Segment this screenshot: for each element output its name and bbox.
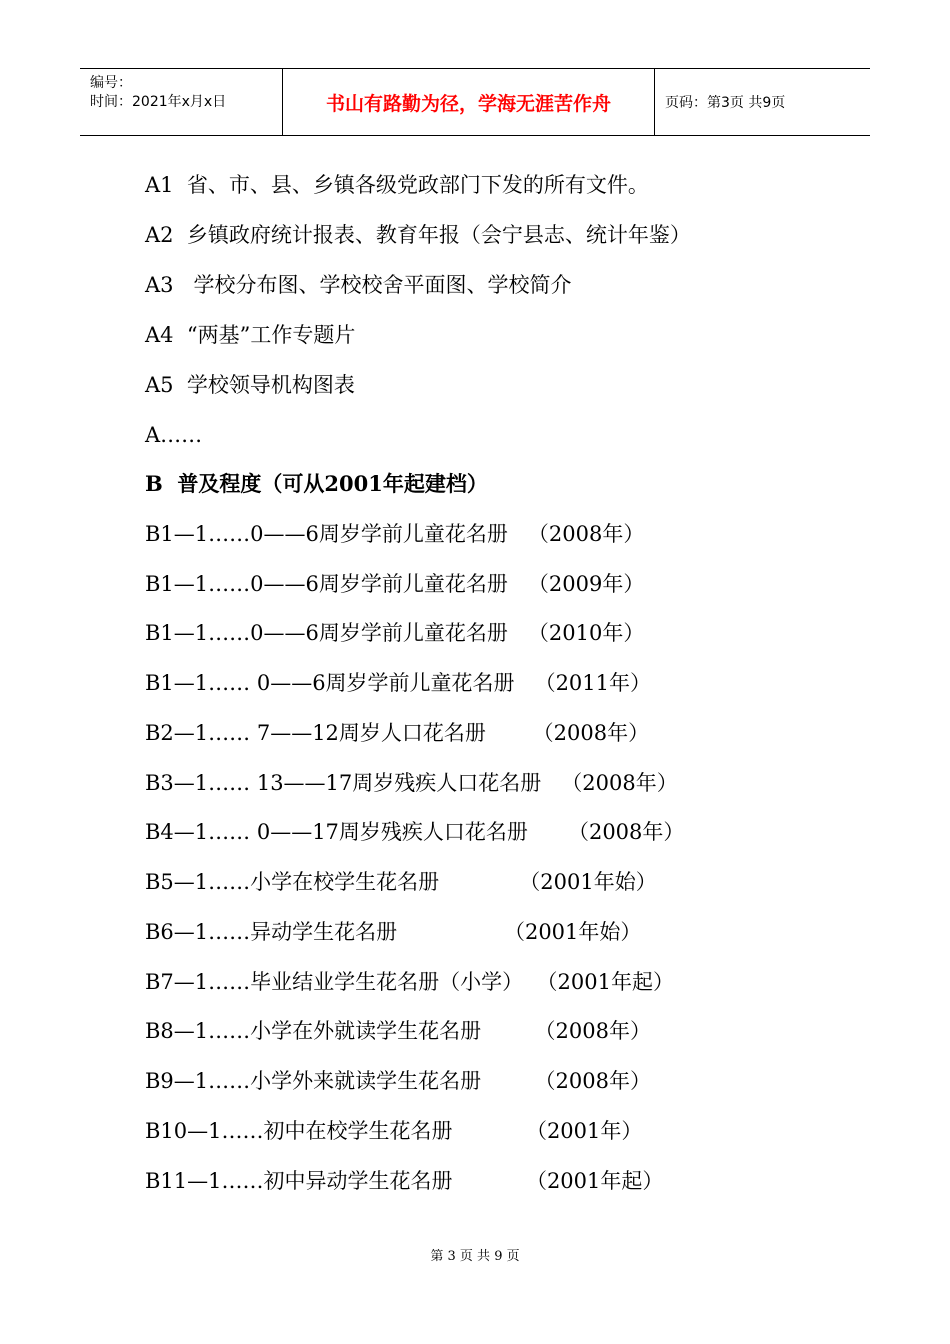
list-item: A…… [145,423,203,447]
page-footer: 第 3 页 共 9 页 [430,1249,520,1264]
list-item: B1—1……0——6周岁学前儿童花名册 （2008年） [145,522,645,546]
list-item: B11—1……初中异动学生花名册 （2001年起） [145,1169,664,1193]
list-item: A5 学校领导机构图表 [145,373,355,397]
list-item: A1 省、市、县、乡镇各级党政部门下发的所有文件。 [145,173,649,197]
list-item: B5—1……小学在校学生花名册 （2001年始） [145,870,657,894]
list-item: B2—1…… 7——12周岁人口花名册 （2008年） [145,721,650,745]
section-heading: B 普及程度（可从2001年起建档） [145,471,488,496]
header-motto: 书山有路勤为径，学海无涯苦作舟 [282,69,655,135]
list-item: A2 乡镇政府统计报表、教育年报（会宁县志、统计年鉴） [145,223,691,247]
list-item: B1—1…… 0——6周岁学前儿童花名册 （2011年） [145,671,652,695]
page-header [80,68,870,136]
list-item: B3—1…… 13——17周岁残疾人口花名册 （2008年） [145,771,678,795]
list-item: A4 “两基”工作专题片 [145,323,356,347]
list-item: B4—1…… 0——17周岁残疾人口花名册 （2008年） [145,820,685,844]
header-meta [80,69,282,135]
document-time-label: 时间：2021年x月x日 [90,94,227,110]
list-item: A3 学校分布图、学校校舍平面图、学校简介 [145,273,572,297]
list-item: B1—1……0——6周岁学前儿童花名册 （2010年） [145,621,645,645]
document-number-label: 编号： [90,75,132,91]
list-item: B7—1……毕业结业学生花名册（小学） （2001年起） [145,970,674,994]
list-item: B10—1……初中在校学生花名册 （2001年） [145,1119,643,1143]
list-item: B1—1……0——6周岁学前儿童花名册 （2009年） [145,572,645,596]
header-page-label: 页码：第3页 共9页 [665,95,786,111]
list-item: B6—1……异动学生花名册 （2001年始） [145,920,642,944]
list-item: B9—1……小学外来就读学生花名册 （2008年） [145,1069,651,1093]
list-item: B8—1……小学在外就读学生花名册 （2008年） [145,1019,651,1043]
